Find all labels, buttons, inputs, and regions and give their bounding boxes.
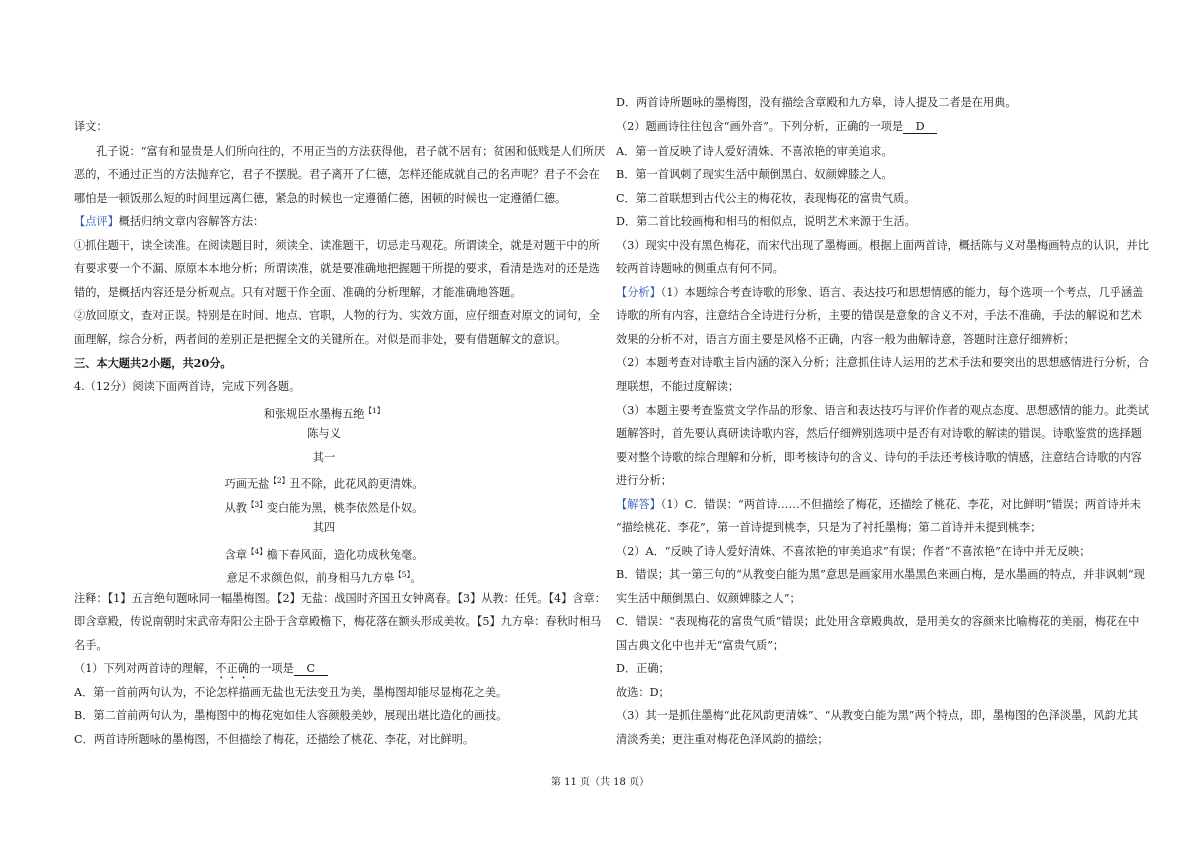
option-c: C．两首诗所题咏的墨梅图，不但描绘了梅花，还描绘了桃花、李花，对比鲜明。 xyxy=(74,733,475,746)
option-d: D．第二首比较画梅和相马的相似点，说明艺术来源于生活。 xyxy=(616,215,916,228)
analysis-line: （3）本题主要考查鉴赏文学作品的形象、语言和表达技巧与评价作者的观点态度、思想感情的能力。此类试 xyxy=(616,404,1149,417)
analysis-line: 诗歌的所有内容，注意结合全诗进行分析，主要的错误是意象的含义不对，手法不准确，手法的解说和艺术 xyxy=(616,309,1142,322)
question-text: （2）题画诗往往包含“画外音”。下列分析，正确的一项是 xyxy=(616,120,904,133)
option-d: D．两首诗所题咏的墨梅图，没有描绘含章殿和九方皋，诗人提及二者是在用典。 xyxy=(616,96,1017,109)
poem-text: 丑不除，此花风韵更清姝。 xyxy=(289,477,424,491)
footnote-mark: 【5】 xyxy=(394,570,411,579)
answer-line: C．错误：“表现梅花的富贵气质”错误；此处用含章殿典故，是用美女的容颜来比喻梅花的美丽，梅花在中 xyxy=(616,615,1140,628)
poem-heading-1: 其一 xyxy=(312,451,336,464)
answer-line: （2）A．“反映了诗人爱好清姝、不喜浓艳的审美追求”有误；作者“不喜浓艳”在诗中并无反映； xyxy=(616,545,1091,558)
answer-choice: 故选：D； xyxy=(616,686,670,699)
comment-tag: 【点评】 xyxy=(74,215,119,228)
answer-line: 实生活中颠倒黑白、奴颜婢膝之人”； xyxy=(616,592,801,605)
method-line: 有要求要一个不漏、原原本本地分析；所谓读准，就是要准确地把握题干所提的要求，看清是选对的还是选 xyxy=(74,262,600,275)
analysis-tag: 【分析】 xyxy=(616,286,661,299)
poem-title xyxy=(64,404,584,422)
analysis-line: 要对整个诗歌的综合理解和分析，即考核诗句的含义、诗句的手法还考核诗歌的情感，注意结合诗歌的内容 xyxy=(616,451,1142,464)
method-line: 错的，是概括内容还是分析观点。只有对题干作全面、准确的分析理解，才能准确地答题。 xyxy=(74,286,522,299)
sub-question-3: 较两首诗题咏的侧重点有何不同。 xyxy=(616,262,784,275)
translation-line: 恶的，不通过正当的方法抛弃它，君子不摆脱。君子离开了仁德，怎样还能成就自己的名声呢？君子不会在 xyxy=(74,168,600,181)
poem-heading-4: 其四 xyxy=(312,521,336,534)
sub-question-2 xyxy=(616,120,937,134)
translation-label: 译文： xyxy=(74,120,108,133)
comment-text: 概括归纳文章内容解答方法： xyxy=(118,215,265,228)
question-4: 4.（12分）阅读下面两首诗，完成下列各题。 xyxy=(74,380,301,393)
poem-text: 意足不求颜色似，前身相马九方皋 xyxy=(226,571,395,585)
section-heading: 三、本大题共2小题，共20分。 xyxy=(74,356,232,370)
option-a: A．第一首反映了诗人爱好清姝、不喜浓艳的审美追求。 xyxy=(616,145,893,158)
answer-line: 国古典文化中也并无“富贵气质”； xyxy=(616,639,785,652)
poem-text: 檐下春风面，造化功成秋兔毫。 xyxy=(266,548,424,562)
option-a: A．第一首前两句认为，不论怎样描画无盐也无法变丑为美，墨梅图却能尽显梅花之美。 xyxy=(74,686,508,699)
poem-text: 。 xyxy=(410,571,422,585)
sub-question-1 xyxy=(74,662,328,682)
emphasis-text: 不正确 xyxy=(215,662,249,675)
analysis-line: 题解答时，首先要认真研读诗歌内容，然后仔细辨别选项中是否有对诗歌的解读的错误。诗歌鉴赏的选择题 xyxy=(616,427,1142,440)
poem-line xyxy=(64,545,584,563)
option-c: C．第二首联想到古代公主的梅花妆，表现梅花的富贵气质。 xyxy=(616,192,916,205)
page-footer: 第 11 页（共 18 页） xyxy=(550,777,650,788)
poem-line xyxy=(64,568,584,586)
method-line: ①抓住题干，读全读准。在阅读题目时，须读全、读准题干，切忌走马观花。所谓读全，就是对题干中的所 xyxy=(74,239,600,252)
sub-question-3: （3）现实中没有黑色梅花，而宋代出现了墨梅画。根据上面两首诗，概括陈与义对墨梅画特点的认识，并比 xyxy=(616,239,1149,252)
answer-text: （1）C．错误：“两首诗……不但描绘了梅花，还描绘了桃花、李花，对比鲜明”错误；两首诗并未 xyxy=(660,498,1141,511)
notes-line: 即含章殿，传说南朝时宋武帝寿阳公主卧于含章殿檐下，梅花落在额头形成美妆。【5】九方皋：春秋时相马 xyxy=(74,615,602,628)
poem-author: 陈与义 xyxy=(307,427,341,440)
poem-text: 从教 xyxy=(224,501,247,515)
comment-heading xyxy=(74,215,264,229)
analysis-line: 进行分析； xyxy=(616,474,672,487)
answer-line: “描绘桃花、李花”，第一首诗提到桃李，只是为了衬托墨梅；第二首诗并未提到桃李； xyxy=(616,521,1042,534)
poem-line xyxy=(64,498,584,516)
answer-line: B．错误；其一第三句的“从教变白能为黑”意思是画家用水墨黑色来画白梅，是水墨画的特点，并非讽刺“现 xyxy=(616,568,1145,581)
answer-blank: D xyxy=(903,121,937,134)
answer-blank: C xyxy=(294,663,328,676)
option-b: B．第一首讽刺了现实生活中颠倒黑白、奴颜婢膝之人。 xyxy=(616,168,893,181)
translation-line: 哪怕是一顿饭那么短的时间里远离仁德，紧急的时候也一定遵循仁德，困顿的时候也一定遵循仁德。 xyxy=(74,192,567,205)
option-b: B．第二首前两句认为，墨梅图中的梅花宛如佳人容颜般美妙，展现出堪比造化的画技。 xyxy=(74,709,508,722)
translation-line: 孔子说：“富有和显贵是人们所向往的，不用正当的方法获得他，君子就不居有；贫困和低贱是人们所厌 xyxy=(96,145,606,158)
answer-line: （3）其一是抓住墨梅“此花风韵更清姝”、“从教变白能为黑”两个特点，即，墨梅图的色泽淡墨，风韵尤其 xyxy=(616,709,1139,722)
footnote-mark: 【3】 xyxy=(246,500,267,509)
analysis-line: （2）本题考查对诗歌主旨内涵的深入分析；注意抓住诗人运用的艺术手法和要突出的思想感情进行分析，合 xyxy=(616,356,1149,369)
poem-text: 含章 xyxy=(224,548,247,562)
method-line: 面理解，综合分析，两者间的差别正是把握全文的关键所在。对似是而非处，要有借题解文的意识。 xyxy=(74,333,567,346)
analysis-heading xyxy=(616,286,1143,300)
poem-line xyxy=(64,474,584,492)
answer-heading xyxy=(616,498,1141,512)
answer-tag: 【解答】 xyxy=(616,498,661,511)
footnote-mark: 【4】 xyxy=(246,547,267,556)
analysis-text: （1）本题综合考查诗歌的形象、语言、表达技巧和思想情感的能力，每个选项一个考点，几乎涵盖 xyxy=(660,286,1144,299)
question-text: （1）下列对两首诗的理解， xyxy=(74,662,216,675)
method-line: ②放回原文，查对正误。特别是在时间、地点、官职，人物的行为、实效方面，应仔细查对原文的词句，全 xyxy=(74,309,600,322)
analysis-line: 效果的分析不对，语言方面主要是风格不正确，内容一般为曲解诗意，答题时注意仔细辨析； xyxy=(616,333,1075,346)
analysis-line: 理联想，不能过度解读； xyxy=(616,380,740,393)
footnote-mark: 【1】 xyxy=(364,406,385,415)
notes-line: 注释：【1】五言绝句题咏同一幅墨梅图。【2】无盐：战国时齐国丑女钟离春。【3】从教：任凭。【4】含章： xyxy=(74,592,606,605)
question-text: 的一项是 xyxy=(248,662,294,675)
poem-text: 变白能为黑，桃李依然是仆奴。 xyxy=(266,501,424,515)
poem-text: 巧画无盐 xyxy=(224,477,270,491)
answer-line: D．正确； xyxy=(616,662,670,675)
notes-line: 名手。 xyxy=(74,639,108,652)
footnote-mark: 【2】 xyxy=(269,476,290,485)
poem-title-text: 和张规臣水墨梅五绝 xyxy=(263,407,365,421)
answer-line: 清淡秀美；更注重对梅花色泽风韵的描绘； xyxy=(616,733,829,746)
